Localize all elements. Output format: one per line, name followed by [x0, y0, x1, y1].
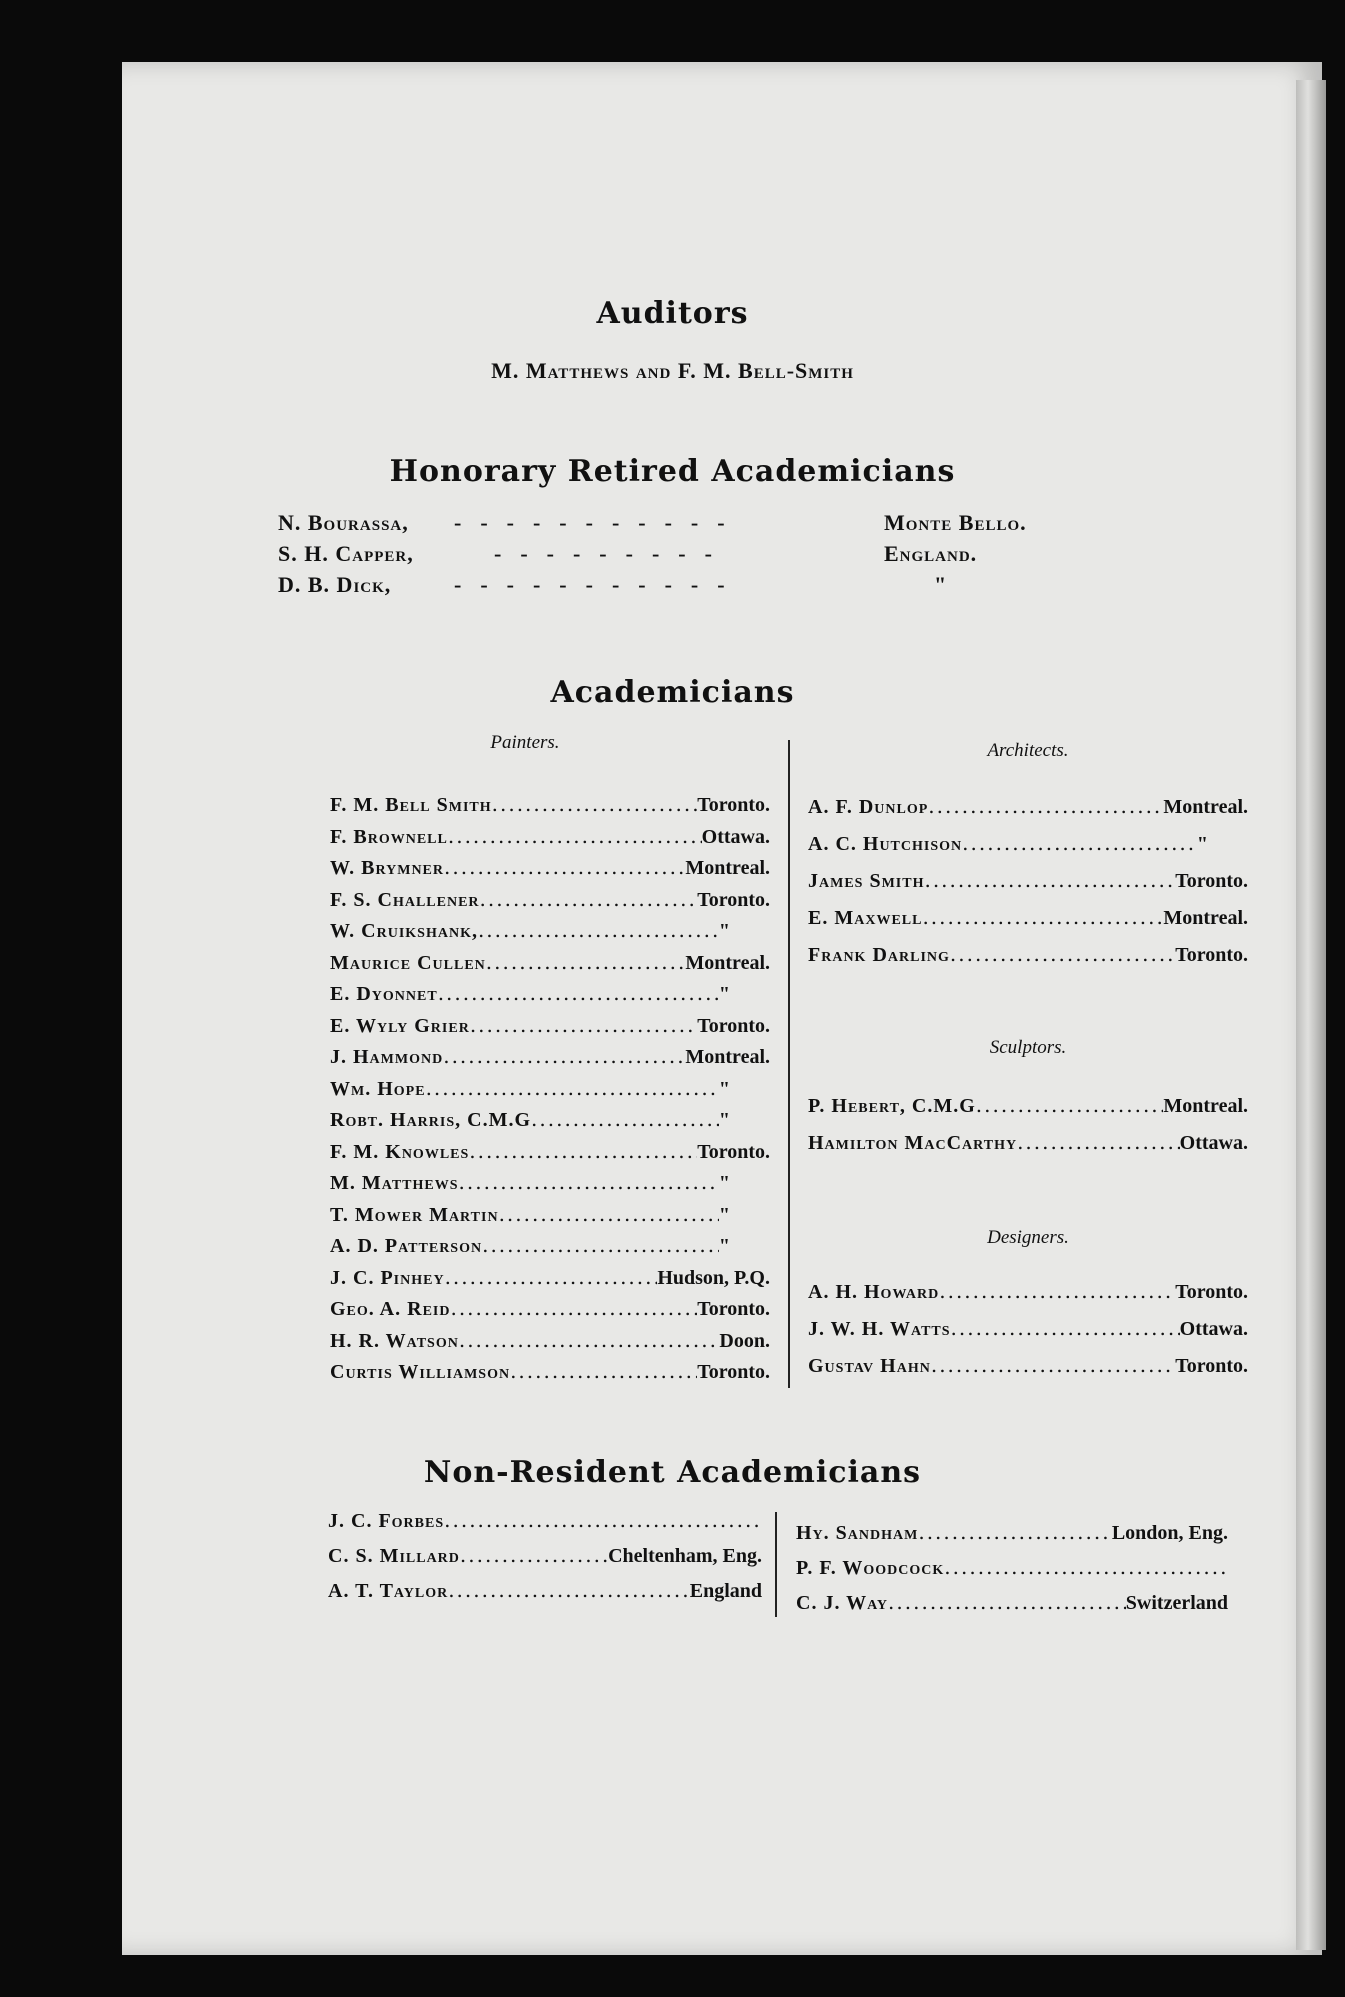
member-name: F. M. Bell Smith [330, 794, 492, 816]
list-item [808, 831, 1248, 868]
list-item [330, 1013, 770, 1045]
member-location: " [718, 1109, 730, 1131]
list-item [808, 868, 1248, 905]
sculptors-list [808, 1093, 1248, 1167]
list-item [328, 1508, 762, 1543]
member-name: A. F. Dunlop [808, 796, 929, 818]
member-name: T. Mower Martin [330, 1203, 499, 1226]
member-location: Hudson, P.Q. [657, 1266, 770, 1289]
leader-dots [480, 887, 698, 911]
member-name: Gustav Hahn [808, 1355, 931, 1377]
list-item [278, 572, 1198, 603]
member-location: Toronto. [697, 1361, 770, 1383]
leader-dots [951, 1316, 1180, 1340]
member-location: Montreal. [685, 951, 770, 974]
list-item [278, 541, 1198, 572]
list-item [330, 1107, 770, 1139]
architects-list [808, 794, 1248, 979]
non-resident-right [796, 1520, 1228, 1625]
auditors-heading: Auditors [596, 296, 749, 331]
member-location: Montreal. [685, 857, 770, 879]
member-name: Hamilton MacCarthy [808, 1132, 1018, 1154]
member-location: Montreal. [1163, 796, 1248, 818]
list-item [330, 792, 770, 824]
leader-dots [499, 1202, 719, 1226]
member-name: P. Hebert, C.M.G [808, 1095, 976, 1117]
member-name: W. Brymner [330, 857, 445, 879]
member-name: Wm. Hope [330, 1077, 426, 1100]
member-name: Hy. Sandham [796, 1522, 919, 1544]
leader-dots [426, 1076, 719, 1100]
leader-dots [448, 824, 702, 848]
member-location: " [718, 983, 730, 1005]
list-item [330, 950, 770, 982]
list-item [330, 1076, 770, 1108]
member-name: J. W. H. Watts [808, 1318, 951, 1340]
leader-dots [944, 1555, 1228, 1579]
non-resident-right-list [796, 1520, 1228, 1625]
member-name: D. B. Dick, [278, 572, 392, 597]
list-item [330, 1044, 770, 1076]
list-item [796, 1590, 1228, 1625]
member-name: C. J. Way [796, 1592, 889, 1614]
leader-dots [510, 1359, 697, 1383]
leader-dots [928, 794, 1163, 818]
leader-dashes: ----------- [454, 572, 744, 597]
member-location: Montreal. [1163, 1095, 1248, 1117]
member-name: A. H. Howard [808, 1281, 940, 1303]
designers-label: Designers. [987, 1227, 1069, 1248]
list-item [330, 1170, 770, 1202]
list-item [330, 1328, 770, 1360]
member-location: London, Eng. [1111, 1522, 1228, 1544]
member-name: H. R. Watson [330, 1329, 459, 1352]
member-name: S. H. Capper, [278, 541, 414, 566]
member-name: Frank Darling [808, 944, 950, 966]
leader-dots [459, 1170, 719, 1194]
leader-dashes: ----------- [454, 510, 744, 535]
member-name: J. C. Forbes [328, 1510, 445, 1532]
member-name: N. Bourassa, [278, 510, 409, 535]
leader-dots [888, 1590, 1126, 1614]
honorary-retired-heading: Honorary Retired Academicians [389, 454, 956, 489]
list-item [808, 1353, 1248, 1390]
architects-column [808, 740, 1248, 1390]
member-name: F. S. Challener [330, 888, 480, 911]
list-item [330, 855, 770, 887]
member-location: " [718, 1203, 730, 1226]
member-location: " [1196, 833, 1208, 855]
leader-dots [962, 831, 1197, 855]
member-name: E. Wyly Grier [330, 1014, 470, 1037]
leader-dots [450, 1296, 697, 1320]
leader-dots [1017, 1130, 1180, 1154]
painters-column [330, 732, 770, 1391]
leader-dots [976, 1093, 1164, 1117]
member-name: Maurice Cullen [330, 951, 486, 974]
leader-dots [922, 905, 1163, 929]
leader-dots [950, 942, 1175, 966]
member-location: Toronto. [1175, 944, 1248, 966]
member-name: C. S. Millard [328, 1545, 460, 1567]
list-item [808, 1130, 1248, 1167]
painters-label: Painters. [490, 732, 560, 753]
list-item [278, 510, 1198, 541]
member-name: J. Hammond [330, 1046, 444, 1068]
member-location: " [718, 1172, 730, 1194]
painters-list [330, 792, 770, 1391]
member-location: Ottawa. [1179, 1318, 1248, 1340]
list-item [808, 905, 1248, 942]
list-item [330, 918, 770, 950]
member-name: James Smith [808, 870, 925, 892]
list-item [808, 1316, 1248, 1353]
leader-dots [531, 1107, 719, 1131]
honorary-retired-list [278, 510, 1198, 603]
leader-dots [443, 1044, 685, 1068]
member-name: W. Cruikshank, [330, 920, 478, 942]
auditors-names: M. Matthews and F. M. Bell-Smith [491, 358, 854, 383]
member-location: " [934, 572, 948, 597]
leader-dots [470, 1013, 697, 1037]
leader-dots [444, 1508, 762, 1532]
member-location: Montreal. [685, 1046, 770, 1068]
list-item [330, 1233, 770, 1265]
list-item [330, 1296, 770, 1328]
leader-dots [445, 1265, 658, 1289]
member-location: Montreal. [1163, 907, 1248, 929]
column-divider [788, 740, 790, 1388]
list-item [808, 794, 1248, 831]
member-name: Curtis Williamson [330, 1361, 511, 1383]
member-location: Toronto. [697, 1014, 770, 1037]
member-location: Toronto. [1175, 1355, 1248, 1377]
member-name: M. Matthews [330, 1172, 459, 1194]
list-item [328, 1543, 762, 1578]
leader-dots [482, 1233, 719, 1257]
member-location: Cheltenham, Eng. [608, 1545, 762, 1567]
non-resident-left-list [328, 1508, 762, 1613]
leader-dots [459, 1328, 720, 1352]
member-location: England. [884, 541, 978, 566]
list-item [796, 1555, 1228, 1590]
non-resident-left [328, 1508, 762, 1613]
member-location: Toronto. [697, 794, 770, 816]
sculptors-label: Sculptors. [989, 1037, 1067, 1058]
member-location: Doon. [719, 1329, 770, 1352]
member-name: P. F. Woodcock [796, 1557, 945, 1579]
member-location: England [689, 1580, 762, 1602]
leader-dots [448, 1578, 690, 1602]
list-item [330, 1139, 770, 1171]
leader-dashes: --------- [494, 541, 731, 566]
list-item [796, 1520, 1228, 1555]
member-location: Ottawa. [1179, 1132, 1248, 1154]
member-name: F. M. Knowles [330, 1140, 470, 1163]
list-item [330, 1265, 770, 1297]
architects-label: Architects. [987, 740, 1069, 761]
leader-dots [924, 868, 1175, 892]
member-location: Toronto. [697, 1140, 770, 1163]
leader-dots [486, 950, 686, 974]
leader-dots [492, 792, 698, 816]
list-item [808, 942, 1248, 979]
member-location: " [718, 1235, 730, 1257]
leader-dots [918, 1520, 1111, 1544]
member-name: E. Dyonnet [330, 983, 438, 1005]
member-name: A. D. Patterson [330, 1235, 483, 1257]
list-item [330, 824, 770, 856]
column-divider [775, 1512, 777, 1617]
leader-dots [931, 1353, 1175, 1377]
academicians-heading: Academicians [550, 675, 795, 710]
member-location: Toronto. [1175, 1281, 1248, 1303]
member-name: A. C. Hutchison [808, 833, 963, 855]
list-item [330, 1202, 770, 1234]
list-item [330, 887, 770, 919]
member-location: Toronto. [697, 1298, 770, 1320]
leader-dots [438, 981, 719, 1005]
member-name: Geo. A. Reid [330, 1298, 451, 1320]
member-name: A. T. Taylor [328, 1580, 449, 1602]
list-item [808, 1279, 1248, 1316]
leader-dots [478, 918, 719, 942]
member-name: E. Maxwell [808, 907, 923, 929]
leader-dots [460, 1543, 608, 1567]
leader-dots [444, 855, 685, 879]
designers-list [808, 1279, 1248, 1390]
member-location: Toronto. [697, 888, 770, 911]
list-item [328, 1578, 762, 1613]
leader-dots [939, 1279, 1175, 1303]
list-item [330, 1359, 770, 1391]
member-name: J. C. Pinhey [330, 1266, 445, 1289]
member-location: Ottawa. [701, 825, 770, 848]
member-location: Monte Bello. [884, 510, 1027, 535]
leader-dots [469, 1139, 697, 1163]
member-name: F. Brownell [330, 825, 448, 848]
list-item [808, 1093, 1248, 1130]
member-location: " [718, 1077, 730, 1100]
member-location: Toronto. [1175, 870, 1248, 892]
non-resident-heading: Non-Resident Academicians [423, 1455, 922, 1490]
member-location: " [718, 920, 730, 942]
list-item [330, 981, 770, 1013]
member-name: Robt. Harris, C.M.G [330, 1109, 532, 1131]
member-location: Switzerland [1125, 1592, 1228, 1614]
